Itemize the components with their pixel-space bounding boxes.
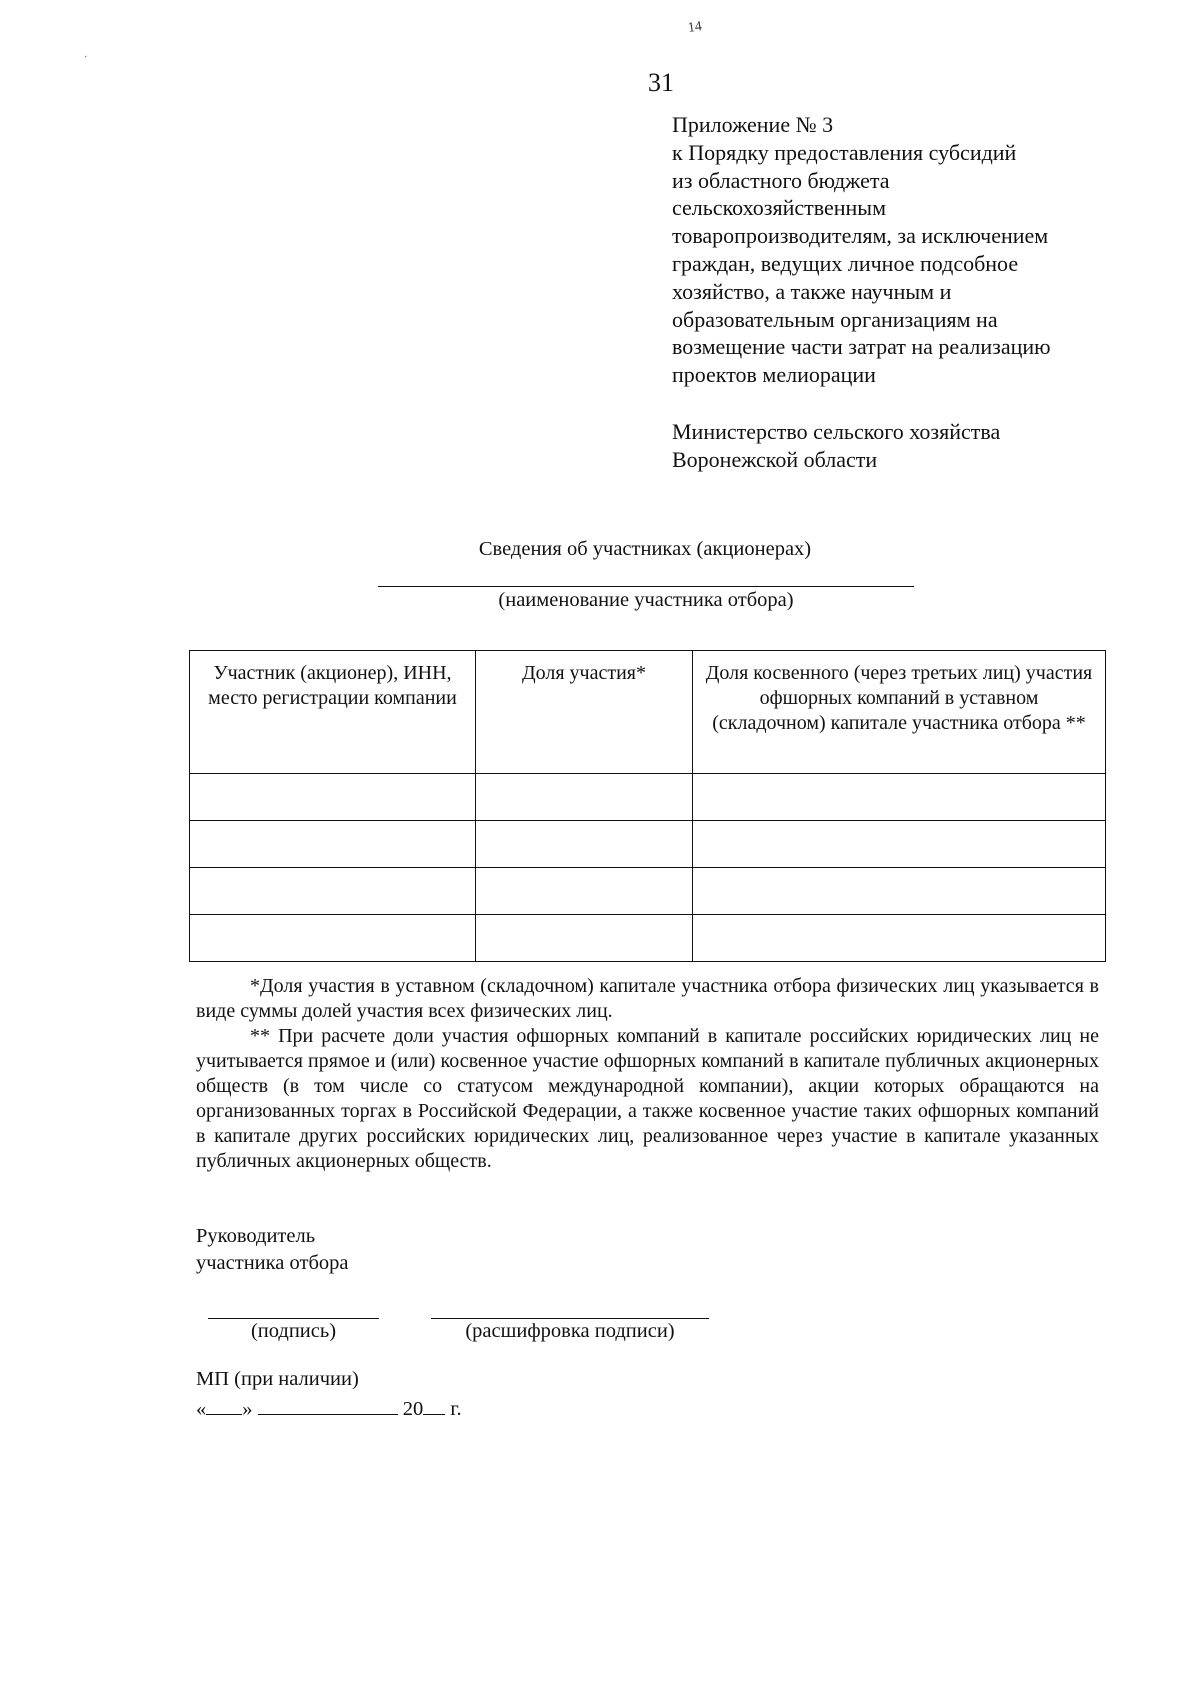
- appendix-header: [672, 111, 1142, 389]
- date-field: [196, 1396, 462, 1421]
- signature-decoding-caption: (расшифровка подписи): [465, 1320, 675, 1342]
- participant-name-line: [378, 586, 914, 587]
- date-close-quote: »: [242, 1398, 253, 1420]
- scan-speck: ·: [84, 52, 88, 63]
- shareholders-table: [189, 650, 1106, 962]
- table-row: [190, 774, 1106, 821]
- table-cell[interactable]: [190, 821, 476, 868]
- appendix-line: граждан, ведущих личное подсобное: [672, 250, 1019, 276]
- document-title: Сведения об участниках (акционерах): [478, 538, 812, 560]
- date-open-quote: «: [196, 1398, 207, 1420]
- signatory-title-line: участника отбора: [196, 1252, 349, 1274]
- table-cell[interactable]: [476, 868, 693, 915]
- table-cell[interactable]: [476, 774, 693, 821]
- table-cell[interactable]: [693, 774, 1106, 821]
- appendix-line: к Порядку предоставления субсидий: [672, 139, 1017, 165]
- appendix-line: проектов мелиорации: [672, 362, 876, 388]
- appendix-line: сельскохозяйственным: [672, 195, 886, 221]
- column-header-offshore-share: Доля косвенного (через третьих лиц) участия офшорных компаний в уставном (складочном) капитале участника отбора **: [693, 651, 1106, 774]
- signature-line[interactable]: [208, 1318, 379, 1319]
- appendix-line: хозяйство, а также научным и: [672, 278, 952, 304]
- table-cell[interactable]: [693, 868, 1106, 915]
- table-cell[interactable]: [693, 915, 1106, 962]
- page-number: 31: [648, 68, 674, 97]
- table-cell[interactable]: [476, 915, 693, 962]
- table-row: [190, 868, 1106, 915]
- table-cell[interactable]: [190, 774, 476, 821]
- addressee-line: Министерство сельского хозяйства: [672, 419, 1001, 444]
- table-cell[interactable]: [190, 868, 476, 915]
- footnote-physical-persons: *Доля участия в уставном (складочном) капитале участника отбора физических лиц указывается в виде суммы долей участия всех физических лиц.: [196, 975, 1099, 1022]
- appendix-line: возмещение части затрат на реализацию: [672, 334, 1051, 360]
- signature-caption: (подпись): [250, 1320, 337, 1342]
- appendix-line: Приложение № 3: [672, 112, 834, 137]
- footnote-offshore: ** При расчете доли участия офшорных компаний в капитале российских юридических лиц не учитывается прямое и (или) косвенное участие офшорных компаний в капитале публичных акционерных обществ (в том числе со статусом международной компании), акции которых обращаются на организованных торгах в Российской Федерации, а также косвенное участие таких офшорных компаний в капитале других российских юридических лиц, реализованное через участие в капитале указанных публичных акционерных обществ.: [196, 1025, 1099, 1172]
- year-blank[interactable]: [423, 1396, 445, 1415]
- archive-stamp-mark: 14: [686, 19, 703, 36]
- appendix-line: товаропроизводителям, за исключением: [672, 223, 1049, 249]
- year-suffix: г.: [450, 1398, 462, 1420]
- table-header-row: [190, 651, 1106, 774]
- appendix-line: образовательным организациям на: [672, 306, 998, 332]
- seal-label: МП (при наличии): [196, 1368, 359, 1390]
- table-cell[interactable]: [693, 821, 1106, 868]
- appendix-line: из областного бюджета: [672, 167, 890, 193]
- day-blank[interactable]: [206, 1396, 242, 1415]
- table-cell[interactable]: [190, 915, 476, 962]
- month-blank[interactable]: [258, 1396, 398, 1415]
- footnotes: [196, 974, 1099, 1174]
- participant-name-caption: (наименование участника отбора): [498, 589, 794, 611]
- column-header-participant: Участник (акционер), ИНН, место регистрации компании: [190, 651, 476, 774]
- addressee-block: [672, 418, 1142, 473]
- table-row: [190, 821, 1106, 868]
- year-prefix: 20: [402, 1398, 424, 1420]
- addressee-line: Воронежской области: [672, 446, 878, 472]
- signature-decoding-line[interactable]: [431, 1318, 709, 1319]
- table-cell[interactable]: [476, 821, 693, 868]
- signatory-title-line: Руководитель: [196, 1225, 316, 1247]
- table-row: [190, 915, 1106, 962]
- signatory-title: [196, 1223, 349, 1277]
- column-header-share: Доля участия*: [476, 651, 693, 774]
